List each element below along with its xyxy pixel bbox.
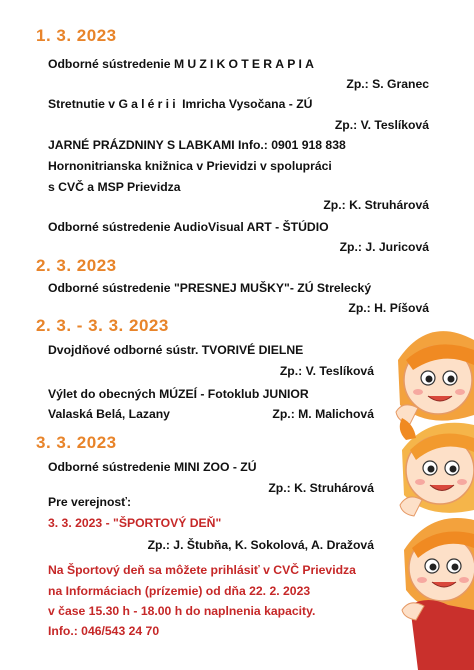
info-registration-3: v čase 15.30 h - 18.00 h do naplnenia kapacity. [48,604,316,618]
public-label: Pre verejnosť: [48,495,132,509]
supervisor-label: Zp.: H. Píšová [348,301,429,315]
date-heading-2: 2. 3. 2023 [36,256,117,275]
supervisor-label: Zp.: K. Struhárová [323,198,429,212]
event-audiovisual: Odborné sústredenie AudioVisual ART - ŠTÚDIO [48,220,329,234]
supervisor-label: Zp.: S. Granec [346,77,429,91]
info-registration-2: na Informáciach (prízemie) od dňa 22. 2. 2023 [48,584,311,598]
event-kniznica: Hornonitrianska knižnica v Prievidzi v spolupráci [48,159,332,173]
info-phone: Info.: 046/543 24 70 [48,624,160,638]
event-vylet-muzei: Výlet do obecných MÚZEÍ - Fotoklub JUNIOR [48,387,309,401]
event-tvorive-dielne: Dvojdňové odborné sústr. TVORIVÉ DIELNE [48,343,304,357]
supervisor-label: Zp.: V. Teslíková [334,118,429,132]
supervisor-label: Zp.: M. Malichová [272,407,374,421]
event-mini-zoo: Odborné sústredenie MINI ZOO - ZÚ [48,460,257,474]
event-vylet-place: Valaská Belá, Lazany [48,407,170,421]
event-kniznica-cont: s CVČ a MSP Prievidza [48,180,181,194]
event-prefix: Stretnutie v [48,97,119,111]
date-heading-3: 2. 3. - 3. 3. 2023 [36,316,169,335]
event-title-spaced: Galérii [118,97,179,111]
supervisor-label: Zp.: K. Struhárová [268,481,374,495]
event-galeria [48,97,312,112]
supervisor-label: Zp.: J. Štubňa, K. Sokolová, A. Dražová [147,538,374,552]
event-muzikoterapia [48,57,317,72]
info-registration-1: Na Športový deň sa môžete prihlásiť v CVČ Prievidza [48,563,356,577]
event-sportovy-den: 3. 3. 2023 - "ŠPORTOVÝ DEŇ" [48,516,222,530]
event-suffix: Imricha Vysočana - ZÚ [178,97,313,111]
event-presnej-musky: Odborné sústredenie "PRESNEJ MUŠKY"- ZÚ Strelecký [48,281,372,295]
date-heading-1: 1. 3. 2023 [36,26,117,45]
supervisor-label: Zp.: V. Teslíková [279,364,374,378]
peeking-kids-icon [388,320,474,670]
event-jarne-prazdniny: JARNÉ PRÁZDNINY S LABKAMI Info.: 0901 918 838 [48,138,346,152]
supervisor-label: Zp.: J. Juricová [339,240,429,254]
date-heading-4: 3. 3. 2023 [36,433,117,452]
event-prefix: Odborné sústredenie [48,57,174,71]
event-title-spaced: MUZIKOTERAPIA [173,57,318,71]
